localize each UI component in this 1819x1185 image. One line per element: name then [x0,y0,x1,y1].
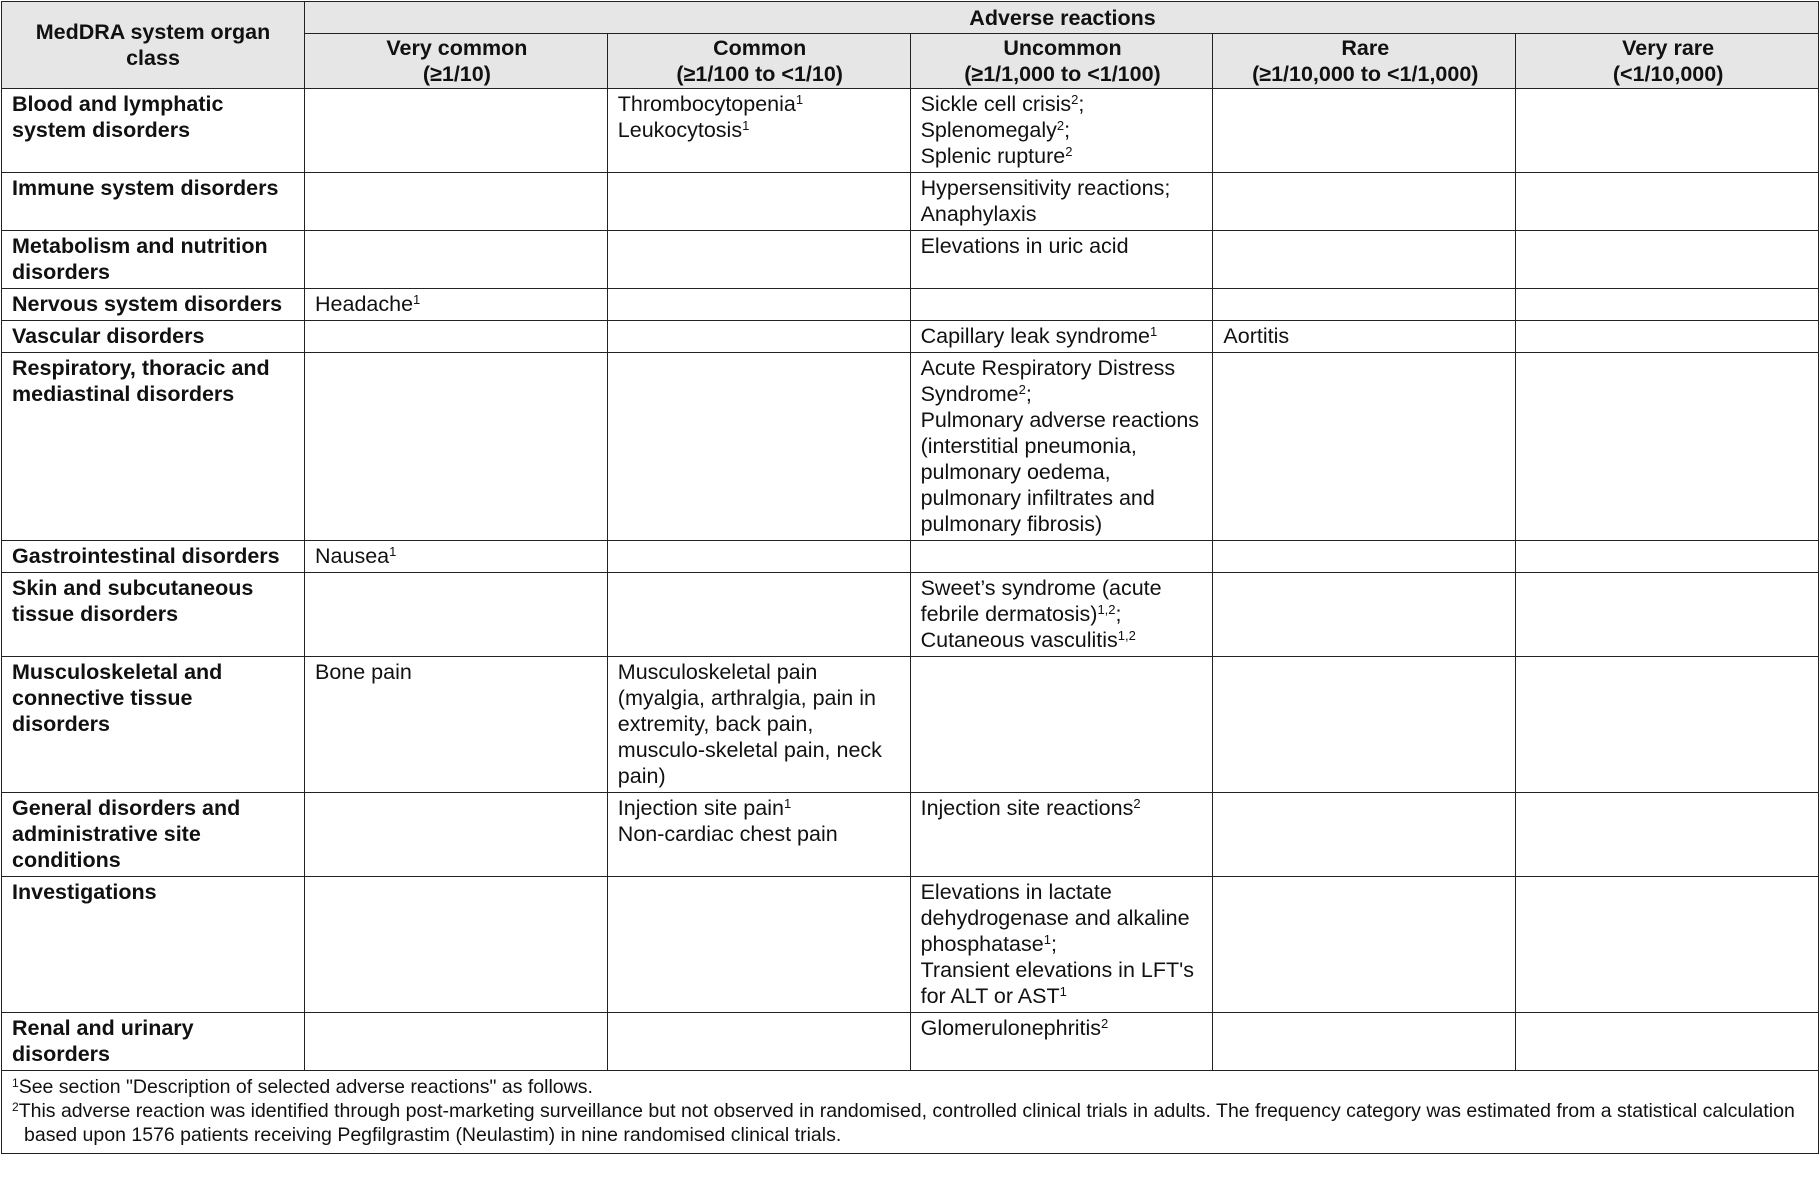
reaction-cell [910,1013,1213,1071]
frequency-range: (≥1/10) [422,62,491,86]
table-row [2,541,1819,573]
reaction-text: Acute Respiratory Distress Syndrome [920,356,1176,406]
frequency-name: Uncommon [1003,36,1122,60]
reaction-entry [921,575,1205,627]
reaction-cell [1516,793,1819,877]
reaction-entry [921,795,1205,821]
reaction-entry [921,407,1205,537]
reaction-cell [1516,289,1819,321]
reaction-entry [921,143,1205,169]
table-row [2,231,1819,289]
frequency-name: Rare [1341,36,1390,60]
reaction-cell [607,541,910,573]
reaction-cell [1213,793,1516,877]
reaction-entry [315,659,599,685]
table-row [2,89,1819,173]
reaction-cell [1516,173,1819,231]
footnote-marker: 2 [1018,382,1026,397]
frequency-column-header [1516,34,1819,89]
table-row [2,321,1819,353]
reaction-text: Musculoskeletal pain (myalgia, arthralgia, pain in extremity, back pain, musculo-skeletal pain, neck pain) [617,660,882,788]
table-row [2,173,1819,231]
reaction-punctuation: ; [1025,382,1032,406]
footnote [12,1099,1808,1147]
reaction-cell [1516,89,1819,173]
reaction-entry [921,957,1205,1009]
system-organ-class-cell: Musculoskeletal and connective tissue disorders [2,657,305,793]
reaction-cell [1213,321,1516,353]
reaction-cell [607,657,910,793]
reaction-text: Aortitis [1223,324,1290,348]
footnote-marker: 2 [1056,118,1065,133]
reaction-cell [305,793,608,877]
footnote-marker: 1 [413,292,421,307]
adverse-reactions-table [1,1,1819,1154]
reaction-cell [305,321,608,353]
reaction-entry [618,117,902,143]
reaction-entry [921,323,1205,349]
reaction-cell [607,1013,910,1071]
table-row [2,793,1819,877]
reaction-entry [618,91,902,117]
reaction-cell [1516,573,1819,657]
reaction-punctuation: ; [1078,92,1085,116]
reaction-punctuation: ; [1050,932,1057,956]
reaction-entry [315,543,599,569]
reaction-cell [607,289,910,321]
frequency-range: (≥1/1,000 to <1/100) [964,62,1161,86]
table-row [2,877,1819,1013]
footnote-marker: 1 [795,92,804,107]
table-row [2,353,1819,541]
reaction-entry [921,233,1205,259]
reaction-cell [1213,231,1516,289]
reaction-cell [305,877,608,1013]
system-organ-class-cell: Immune system disorders [2,173,305,231]
reaction-cell [910,89,1213,173]
footnote-mark: 1 [12,1076,19,1090]
reaction-text: Thrombocytopenia [617,92,796,116]
footnote-mark: 2 [12,1100,19,1114]
reaction-cell [910,793,1213,877]
footnote-marker: 1 [389,544,397,559]
reaction-cell [910,173,1213,231]
footnote-marker: 1,2 [1097,602,1116,617]
reaction-text: Splenic rupture [920,144,1066,168]
reaction-text: Splenomegaly [920,118,1057,142]
reaction-entry [315,291,599,317]
system-organ-class-cell: Blood and lymphatic system disorders [2,89,305,173]
reaction-text: Sickle cell crisis [920,92,1072,116]
reaction-cell [1516,657,1819,793]
table-row [2,573,1819,657]
frequency-column-header [1213,34,1516,89]
reaction-entry [921,1015,1205,1041]
reaction-cell [910,353,1213,541]
reaction-entry [618,795,902,821]
footnote-marker: 1 [1059,984,1067,999]
reaction-entry [921,201,1205,227]
reaction-cell [910,541,1213,573]
reaction-cell [305,541,608,573]
reaction-text: Hypersensitivity reactions; [920,176,1171,200]
reaction-cell [607,89,910,173]
reaction-cell [1213,573,1516,657]
footnote-marker: 1 [783,796,792,811]
reaction-cell [1213,541,1516,573]
footnote-marker: 2 [1071,92,1079,107]
reaction-cell [1213,657,1516,793]
reaction-cell [1213,877,1516,1013]
reaction-cell [910,231,1213,289]
system-organ-class-cell: Gastrointestinal disorders [2,541,305,573]
footnote-marker: 2 [1101,1016,1109,1031]
reaction-entry [921,91,1205,117]
reaction-entry [618,659,902,789]
reaction-cell [305,89,608,173]
footnote-marker: 2 [1065,144,1073,159]
reaction-text: Transient elevations in LFT's for ALT or AST [920,958,1194,1008]
table-body [2,89,1819,1071]
system-organ-class-cell: Renal and urinary disorders [2,1013,305,1071]
reaction-cell [1516,353,1819,541]
system-organ-class-cell: Respiratory, thoracic and mediastinal disorders [2,353,305,541]
reaction-cell [1213,89,1516,173]
reaction-entry [921,879,1205,957]
system-organ-class-cell: Vascular disorders [2,321,305,353]
table-header [2,2,1819,89]
reaction-cell [1516,877,1819,1013]
reaction-text: Non-cardiac chest pain [617,822,838,846]
table-row [2,657,1819,793]
reaction-cell [910,289,1213,321]
reaction-entry [921,117,1205,143]
reaction-cell [607,353,910,541]
reaction-text: Pulmonary adverse reactions (interstitial pneumonia, pulmonary oedema, pulmonary infiltrates and pulmonary fibrosis) [920,408,1200,536]
reaction-text: Nausea [315,544,390,568]
reaction-cell [305,231,608,289]
table-row [2,289,1819,321]
reaction-text: Elevations in lactate dehydrogenase and alkaline phosphatase [920,880,1190,956]
reaction-punctuation: ; [1064,118,1071,142]
reaction-cell [1516,541,1819,573]
frequency-column-header [910,34,1213,89]
reaction-entry [618,821,902,847]
reaction-entry [921,175,1205,201]
reaction-cell [607,173,910,231]
reaction-text: Cutaneous vasculitis [920,628,1118,652]
reaction-text: Headache [315,292,414,316]
reaction-cell [1213,173,1516,231]
table-row [2,1013,1819,1071]
adverse-reactions-group-header: Adverse reactions [305,2,1819,34]
frequency-column-header [607,34,910,89]
reaction-text: Injection site reactions [920,796,1134,820]
footnote-marker: 1 [1150,324,1158,339]
system-organ-class-cell: General disorders and administrative site conditions [2,793,305,877]
reaction-cell [305,1013,608,1071]
reaction-text: Glomerulonephritis [920,1016,1102,1040]
footnote-marker: 2 [1133,796,1141,811]
reaction-cell [305,173,608,231]
system-organ-class-cell: Nervous system disorders [2,289,305,321]
system-organ-class-cell: Investigations [2,877,305,1013]
reaction-cell [607,231,910,289]
footnote-marker: 1 [1043,932,1051,947]
reaction-cell [910,321,1213,353]
footnotes [2,1071,1819,1154]
footnote-marker: 1 [742,118,750,133]
frequency-name: Very rare [1622,36,1715,60]
reaction-cell [607,321,910,353]
frequency-range: (≥1/10,000 to <1/1,000) [1252,62,1479,86]
footnote [12,1075,1808,1099]
frequency-column-header [305,34,608,89]
reaction-entry [1223,323,1507,349]
reaction-text: Injection site pain [617,796,784,820]
reaction-cell [1213,1013,1516,1071]
frequency-range: (<1/10,000) [1612,62,1724,86]
reaction-cell [910,657,1213,793]
reaction-cell [305,657,608,793]
reaction-cell [305,289,608,321]
reaction-cell [1516,321,1819,353]
reaction-cell [1516,231,1819,289]
reaction-cell [305,573,608,657]
reaction-entry [921,355,1205,407]
frequency-name: Very common [386,36,528,60]
reaction-cell [1213,289,1516,321]
reaction-text: Elevations in uric acid [920,234,1129,258]
footnote-text: This adverse reaction was identified through post-marketing surveillance but not observed in randomised, controlled clinical trials in adults. The frequency category was estimated from a statistical calculation based upon 1576 patients receiving Pegfilgrastim (Neulastim) in nine randomised clinical trials. [18,1100,1795,1146]
footnote-marker: 1,2 [1117,628,1136,643]
frequency-name: Common [713,36,807,60]
reaction-cell [910,573,1213,657]
reaction-text: Bone pain [315,660,412,684]
reaction-text: Sweet’s syndrome (acute febrile dermatosis) [920,576,1162,626]
reaction-text: Anaphylaxis [920,202,1037,226]
frequency-range: (≥1/100 to <1/10) [676,62,843,86]
system-organ-class-cell: Metabolism and nutrition disorders [2,231,305,289]
reaction-cell [607,793,910,877]
reaction-cell [607,573,910,657]
reaction-cell [305,353,608,541]
reaction-punctuation: ; [1115,602,1122,626]
reaction-cell [607,877,910,1013]
reaction-cell [1516,1013,1819,1071]
reaction-cell [910,877,1213,1013]
reaction-text: Leukocytosis [617,118,743,142]
footnote-text: See section "Description of selected adverse reactions" as follows. [18,1076,593,1098]
reaction-cell [1213,353,1516,541]
soc-column-header: MedDRA system organ class [2,2,305,89]
reaction-entry [921,627,1205,653]
reaction-text: Capillary leak syndrome [920,324,1151,348]
system-organ-class-cell: Skin and subcutaneous tissue disorders [2,573,305,657]
